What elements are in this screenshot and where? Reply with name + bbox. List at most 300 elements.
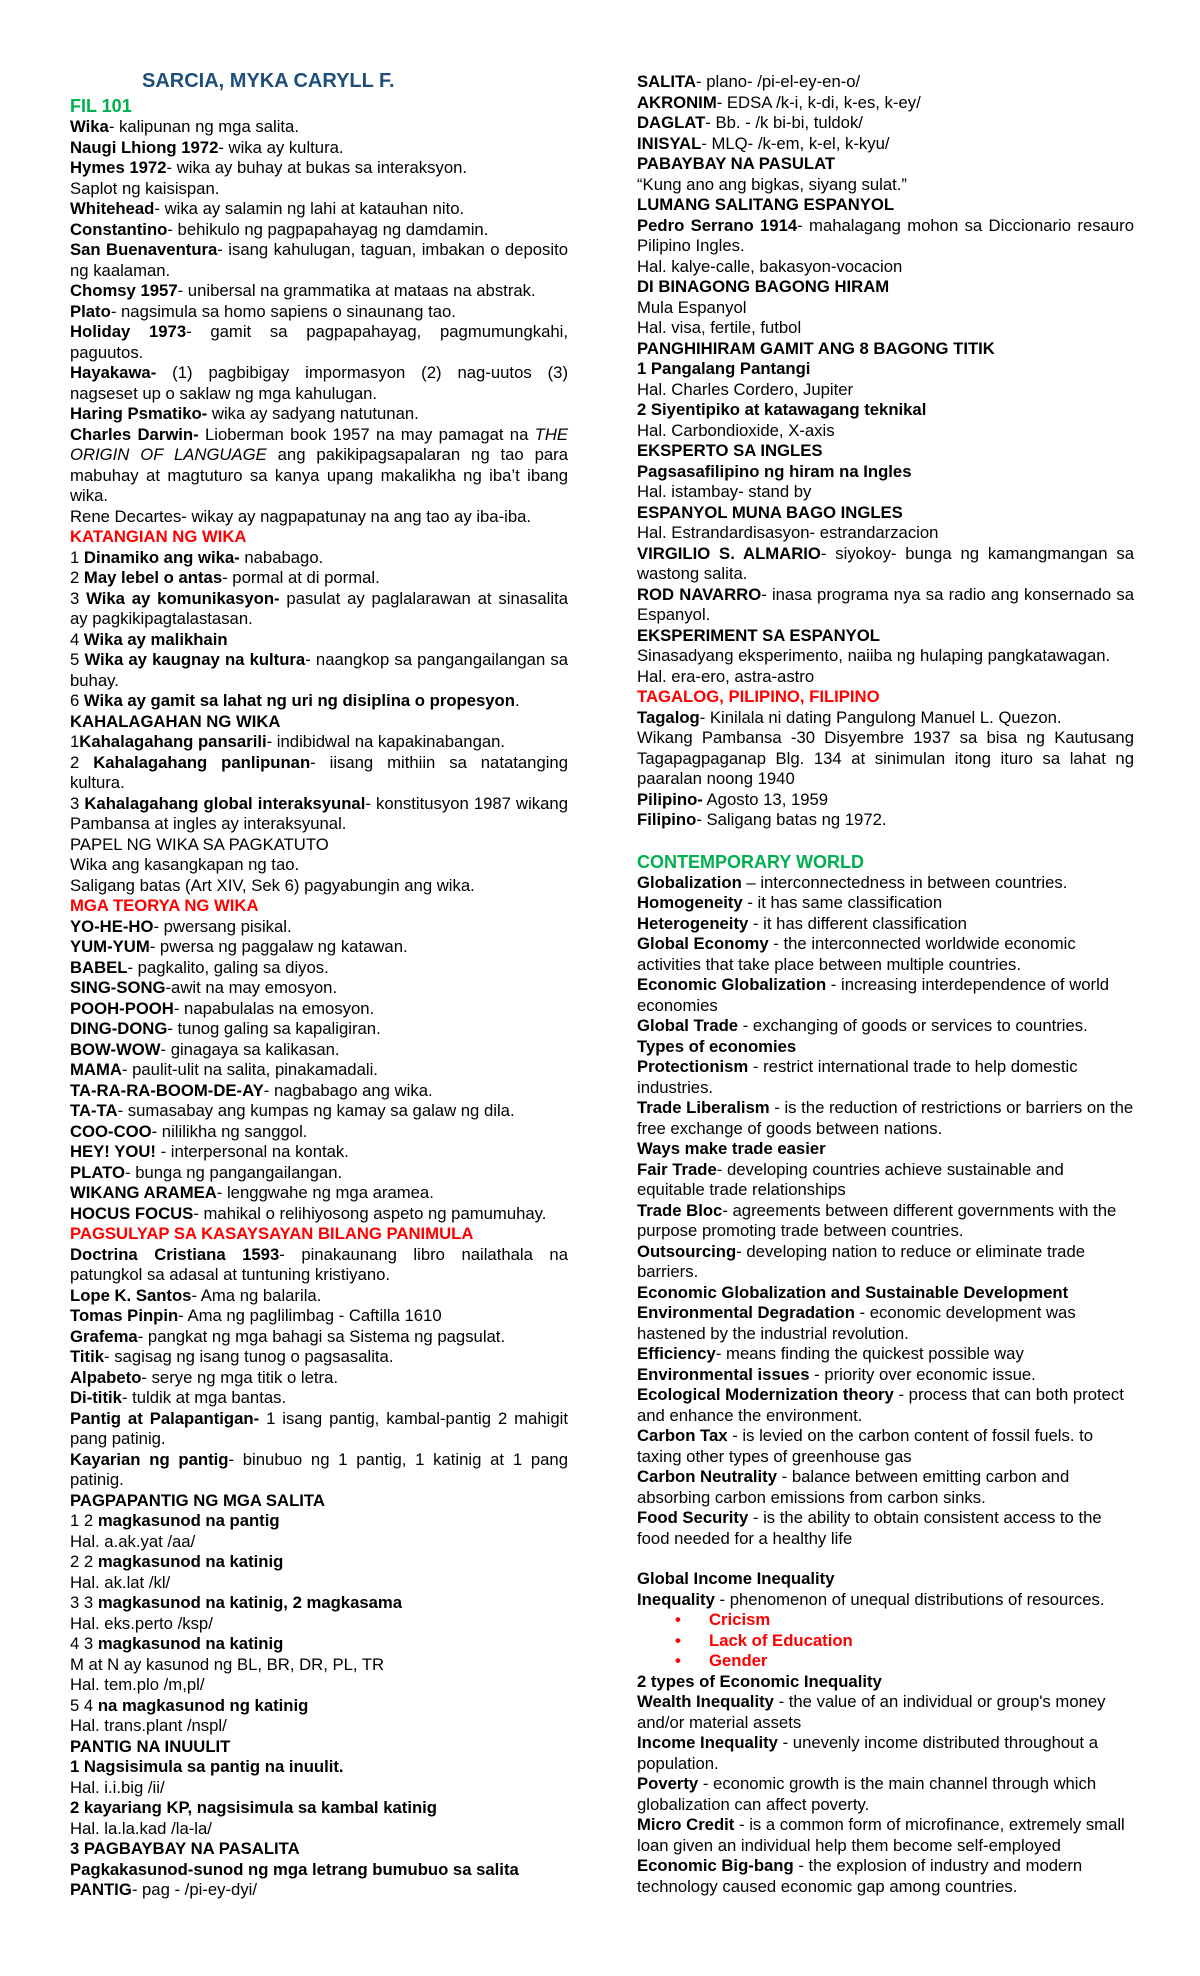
entry [637,1385,1134,1426]
pantig-rule [70,1634,568,1655]
bullet-icon: • [675,1610,681,1629]
entry-term: Micro Credit [637,1815,735,1834]
entry [70,240,568,281]
pagsulyap-heading: PAGSULYAP SA KASAYSAYAN BILANG PANIMULA [70,1224,474,1243]
pantig-rule [70,1511,568,1532]
papel-lines [70,855,568,896]
pagsulyap-list [70,1245,568,1491]
numbered-entry [70,650,568,691]
entry-desc: - kalipunan ng mga salita. [108,117,299,136]
entry-term: Economic Big-bang [637,1856,794,1875]
eksperto-sub: Pagsasafilipino ng hiram na Ingles [637,461,912,481]
entry-term: Di-titik [70,1388,122,1407]
entry [70,1327,568,1348]
entry-term: SALITA [637,72,697,91]
entry [637,1242,1134,1283]
numbered-entry [70,794,568,835]
entry-term: TA-TA [70,1101,118,1120]
rule-number: 2 2 [70,1552,98,1571]
entry-term: Wika [70,117,109,136]
contemporary-world-list [637,873,1134,1550]
entry-term: Environmental Degradation [637,1303,855,1322]
entry-term: MAMA [70,1060,122,1079]
inuulit-list [70,1757,568,1839]
papel-heading: PAPEL NG WIKA SA PAGKATUTO [70,834,329,854]
entry-desc: - plano- /pi-el-ey-en-o/ [696,72,861,91]
entry [70,1204,568,1225]
entry-term: Doctrina Cristiana 1593 [70,1244,280,1264]
spacer [637,1549,1134,1569]
entry [70,322,568,363]
entry [637,1016,1134,1037]
entry-term: Homogeneity [637,893,743,912]
entry-desc: - nagsimula sa homo sapiens o sinaunang tao. [110,301,456,321]
pagbaybay-sub: Pagkakasunod-sunod ng mga letrang bumubuo sa salita [70,1859,519,1879]
pedro-hal: Hal. kalye-calle, bakasyon-vocacion [637,256,903,276]
student-name: SARCIA, MYKA CARYLL F. [142,70,395,92]
bullet-item [637,1631,1134,1652]
entry-term: COO-COO [70,1121,152,1141]
entry-desc: - economic development was hastened by the industrial revolution. [637,1303,1076,1343]
entry-number: 3 [70,793,85,813]
pabaybay-quote: “Kung ano ang bigkas, siyang sulat.” [637,174,907,194]
entry [637,893,1134,914]
entry [70,999,568,1020]
entry-term: Grafema [70,1326,138,1346]
pangalang-pantangi: 1 Pangalang Pantangi [637,359,811,378]
pantig-entry: PANTIG- pag - /pi-ey-dyi/ [70,1880,258,1899]
entry-desc: - balance between emitting carbon and absorbing carbon emissions from carbon sinks. [637,1467,1070,1507]
entry-desc: - exchanging of goods or services to countries. [738,1016,1088,1035]
numbered-entry [70,732,568,753]
entry [70,1101,568,1122]
inequality-types-list [637,1692,1134,1897]
entry-term: Holiday 1973 [70,322,187,341]
entry-term: TA-RA-RA-BOOM-DE-AY [70,1080,264,1100]
entry-term: Wika ay gamit sa lahat ng uri ng disiplina o propesyon [83,691,515,710]
entry-desc: - tunog galing sa kapaligiran. [167,1019,381,1038]
entry-desc: - nagbabago ang wika. [263,1080,433,1100]
entry [70,1306,568,1327]
numbered-entry [70,589,568,630]
pantig-rule [70,1696,568,1717]
entry-term: Kayarian ng pantig [70,1449,229,1469]
entry-term: Titik [70,1347,105,1366]
bullet-label: Lack of Education [709,1630,853,1650]
entry-term: Alpabeto [70,1367,142,1387]
entry-term: DAGLAT [637,113,706,132]
rule-note: M at N ay kasunod ng BL, BR, DR, PL, TR [70,1654,385,1674]
entry [637,1098,1134,1139]
entry-desc: (1) pagbibigay impormasyon (2) nag-uutos (3) nagseset up o saklaw ng mga kahulugan. [70,363,568,403]
entry-term: Trade Liberalism [637,1098,770,1117]
entry [637,975,1134,1016]
text-line: Hal. visa, fertile, futbol [637,318,802,337]
numbered-entry [70,630,568,651]
entry [637,1139,1134,1160]
entry [70,958,568,979]
entry [637,1365,1134,1386]
entry-term: Global Economy [637,934,769,953]
entry [70,1040,568,1061]
entry [637,1774,1134,1815]
entry-term: Globalization [637,872,742,892]
entry-desc: - Ama ng paglilimbag - Caftilla 1610 [178,1306,442,1325]
entry [637,873,1134,894]
entry-desc: - serye ng mga titik o letra. [141,1367,339,1387]
inequality-entry: Inequality - phenomenon of unequal distributions of resources. [637,1589,1105,1609]
entry-term: Poverty [637,1774,699,1793]
global-income-inequality-heading: Global Income Inequality [637,1569,835,1588]
inuulit-rule: 2 kayariang KP, nagsisimula sa kambal katinig [70,1798,437,1817]
entry-term: HEY! YOU! [70,1142,156,1161]
entry-term: DING-DONG [70,1019,168,1038]
rule-example: Hal. ak.lat /kl/ [70,1572,171,1592]
entry-desc: - the value of an individual or group's money and/or material assets [637,1692,1106,1732]
pantig-rule [70,1593,568,1614]
darwin-entry: Charles Darwin- Lioberman book 1957 na may pamagat na THE ORIGIN OF LANGUAGE ang pakikipagsapalaran ng tao para mabuhay at magtuturo sa kanya upang makalikha ng iba’t ibang wika. [70,424,569,505]
spacer [637,831,1134,851]
entry [637,934,1134,975]
entry-term: Dinamiko ang wika- [83,547,240,567]
siyentipiko-hal: Hal. Carbondioxide, X-axis [637,420,835,440]
entry [637,1201,1134,1242]
pagbaybay-heading: 3 PAGBAYBAY NA PASALITA [70,1839,300,1858]
entry [70,158,568,179]
entry [637,1733,1134,1774]
rule-number: 5 4 [70,1695,98,1715]
entry [70,937,568,958]
entry-desc: - is the ability to obtain consistent access to the food needed for a healthy life [637,1508,1102,1548]
entry-term: INISYAL [637,133,702,153]
pilipino-entry: Pilipino- Agosto 13, 1959 [637,789,829,809]
bullet-icon: • [675,1630,681,1650]
entry [637,1283,1134,1304]
entry-desc: 1 isang pantig, kambal-pantig 2 mahigit pang patinig. [70,1408,568,1448]
entry [637,1692,1134,1733]
eksperiment-desc: Sinasadyang eksperimento, naiiba ng hulaping pangkatawagan. [637,646,1111,665]
entry-desc: - it has different classification [748,913,967,933]
entry-term: Constantino [70,219,168,239]
entry-number: 1 [70,732,80,751]
entry-term: Heterogeneity [637,913,749,933]
entry-desc: - priority over economic issue. [809,1364,1036,1384]
entry [70,1450,568,1491]
entry-desc: - gamit sa pagpapahayag, pagmumungkahi, paguutos. [70,322,568,362]
entry-desc: wika ay sadyang natutunan. [207,404,419,423]
kahalagahan-heading: KAHALAGAHAN NG WIKA [70,711,281,731]
tagalog-entry: Tagalog- Kinilala ni dating Pangulong Manuel L. Quezon. [637,707,1062,727]
entry [637,914,1134,935]
entry-desc: - process that can both protect and enhance the environment. [637,1385,1124,1425]
entry-desc: Saplot ng kaisispan. [70,178,220,198]
rule-number: 1 2 [70,1511,98,1530]
entry-desc: - binubuo ng 1 pantig, 1 katinig at 1 pang patinig. [70,1449,568,1489]
entry-term: Hymes 1972 [70,158,167,177]
entry [637,1426,1134,1467]
entry-term: Food Security [637,1508,749,1527]
entry-term: YO-HE-HO [70,916,154,936]
pantig-rule [70,1552,568,1573]
entry-term: Global Trade [637,1016,739,1035]
entry [70,978,568,999]
entry-term: Kahalagahang global interaksyunal [84,793,366,813]
rule-title: magkasunod na katinig, 2 magkasama [97,1593,403,1612]
entry-desc: - paulit-ulit na salita, pinakamadali. [121,1060,378,1079]
entry [70,1388,568,1409]
entry-term: May lebel o antas [83,568,223,587]
pagpapantig-list [70,1511,568,1737]
entry [70,363,568,404]
entry [70,1368,568,1389]
entry-desc: - means finding the quickest possible way [715,1344,1024,1363]
eksperiment-heading: EKSPERIMENT SA ESPANYOL [637,625,880,645]
entry-desc: - konstitusyon 1987 wikang Pambansa at ingles ay interaksyunal. [70,793,568,833]
entry [70,1183,568,1204]
entry [637,1815,1134,1856]
bullet-label: Gender [709,1651,768,1670]
entry-term: Economic Globalization and Sustainable Development [637,1282,1069,1302]
entry [70,1122,568,1143]
eksperiment-hal: Hal. era-ero, astra-astro [637,666,815,686]
entry-term: YUM-YUM [70,937,150,956]
entry-desc: - unibersal na grammatika at mataas na abstrak. [177,281,536,300]
entry-desc: - ginagaya sa kalikasan. [160,1039,340,1059]
entry-number: 2 [70,752,94,772]
entry-desc: - is a common form of microfinance, extremely small loan given an individual help them become self-employed [637,1815,1125,1855]
intro-entries [637,72,1134,154]
entry-term: Carbon Neutrality [637,1467,778,1486]
text-line: Wika ang kasangkapan ng tao. [70,855,300,874]
entry-term: Economic Globalization [637,975,827,994]
entry-desc: . [514,691,520,710]
entry [70,1286,568,1307]
navarro-entry: ROD NAVARRO- inasa programa nya sa radio ang konsernado sa Espanyol. [637,584,1135,624]
entry-number: 5 [70,650,85,669]
entry-term: Hayakawa- [70,363,157,382]
entry-desc: nababago. [239,547,324,567]
bullet-item [637,1651,1134,1672]
entry [637,1508,1134,1549]
entry-desc: - mahikal o relihiyosong aspeto ng pamumuhay. [193,1203,547,1223]
entry-term: Carbon Tax [637,1426,728,1445]
entry [70,220,568,241]
entry-term: Plato [70,301,111,321]
entry [637,134,1134,155]
entry [70,1347,568,1368]
bullet-item [637,1610,1134,1631]
entry-desc: - Bb. - /k bi-bi, tuldok/ [705,113,863,132]
entry-desc: - pwersang pisikal. [153,916,292,936]
entry [70,199,568,220]
subject-title: FIL 101 [70,96,132,116]
entry-term: Ecological Modernization theory [637,1385,894,1404]
entry [70,1245,568,1286]
entry-number: 1 [70,547,84,567]
entry-term: Wika ay malikhain [83,629,228,649]
rule-title: magkasunod na katinig [97,1634,284,1653]
entry [70,281,568,302]
di-binagong-heading: DI BINAGONG BAGONG HIRAM [637,277,890,296]
entry-term: POOH-POOH [70,998,174,1018]
entry-desc: - Ama ng balarila. [191,1285,322,1305]
entry-desc: - pormal at di pormal. [222,568,380,587]
espanyol-hal: Hal. Estrandardisasyon- estrandarzacion [637,523,939,542]
rule-title: magkasunod na katinig [97,1552,284,1571]
entry-term: Tomas Pinpin [70,1306,179,1325]
entry-term: BOW-WOW [70,1039,161,1059]
entry-term: Kahalagahang panlipunan [93,752,311,772]
panghihiram-heading: PANGHIHIRAM GAMIT ANG 8 BAGONG TITIK [637,338,995,358]
entry-term: San Buenaventura [70,240,218,259]
inequality-types-heading: 2 types of Economic Inequality [637,1671,882,1691]
numbered-entry [70,548,568,569]
teorya-heading: MGA TEORYA NG WIKA [70,896,259,915]
entry-desc: - agreements between different governments with the purpose promoting trade between countries. [637,1200,1117,1240]
entry [637,1057,1134,1098]
entry-term: BABEL [70,957,128,977]
numbered-entry [70,568,568,589]
entry-term: PLATO [70,1162,126,1182]
entry-desc: - it has same classification [742,893,943,912]
decartes-entry: Rene Decartes- wikay ay nagpapatunay na ang tao ay iba-iba. [70,506,532,526]
pangalang-pantangi-hal: Hal. Charles Cordero, Jupiter [637,379,854,399]
entry-desc: - iisang mithiin sa natatanging kultura. [70,752,568,792]
entry-desc: - pwersa ng paggalaw ng katawan. [149,937,408,956]
entry [70,138,568,159]
almario-entry: VIRGILIO S. ALMARIO- siyokoy- bunga ng kamangmangan sa wastong salita. [637,543,1134,583]
wikang-pambansa: Wikang Pambansa -30 Disyembre 1937 sa bisa ng Kautusang Tagapagpaganap Blg. 134 at sinimulan itong ituro sa lahat ng paaralan noong 1940 [637,728,1134,788]
entry-desc: - the interconnected worldwide economic activities that take place between multiple countries. [637,934,1076,974]
entry-desc: - restrict international trade to help domestic industries. [637,1057,1078,1097]
entry-desc: - pangkat ng mga bahagi sa Sistema ng pagsulat. [137,1326,506,1346]
entry [637,113,1134,134]
entry-number: 2 [70,568,84,587]
text-line: Mula Espanyol [637,297,747,317]
rule-example: Hal. eks.perto /ksp/ [70,1613,213,1633]
entry-desc: - sumasabay ang kumpas ng kamay sa galaw ng dila. [117,1101,515,1120]
entry [70,917,568,938]
entry-desc: - EDSA /k-i, k-di, k-es, k-ey/ [716,92,921,112]
rule-title: na magkasunod ng katinig [97,1695,309,1715]
bullet-icon: • [675,1651,681,1670]
entry-term: Ways make trade easier [637,1139,826,1158]
inuulit-heading: PANTIG NA INUULIT [70,1736,231,1756]
numbered-entry [70,753,568,794]
entry [637,1160,1134,1201]
entry-desc: - wika ay kultura. [218,137,344,157]
entry-term: Protectionism [637,1057,749,1076]
entry [70,302,568,323]
entry-desc: - tuldik at mga bantas. [121,1388,287,1407]
entry-term: Pantig at Palapantigan- [70,1408,260,1428]
eksperto-hal: Hal. istambay- stand by [637,482,812,501]
entry [70,1060,568,1081]
entry [70,1142,568,1163]
entry-term: HOCUS FOCUS [70,1203,194,1223]
katangian-list [70,548,568,712]
entry-term: Wika ay komunikasyon- [86,588,280,608]
entry-term: Types of economies [637,1036,797,1056]
entry-desc: - is levied on the carbon content of fossil fuels. to taxing other types of greenhouse gas [637,1426,1094,1466]
entry [70,117,568,138]
entry-term: AKRONIM [637,92,717,112]
entry-desc: - sagisag ng isang tunog o pagsasalita. [104,1347,394,1366]
entry [70,1019,568,1040]
lumang-heading: LUMANG SALITANG ESPANYOL [637,195,895,214]
entry-term: Kahalagahang pansarili [79,732,267,751]
entry-desc: - wika ay salamin ng lahi at katauhan nito. [154,199,465,218]
right-column [637,72,1134,1897]
entry-term: Lope K. Santos [70,1285,192,1305]
numbered-entry [70,691,568,712]
inuulit-example: Hal. la.la.kad /la-la/ [70,1818,212,1838]
entry-desc: - pinakaunang libro nailathala na patungkol sa adasal at tuntuning kristiyano. [70,1244,568,1284]
entry-desc: - bunga ng pangangailangan. [125,1162,343,1182]
entry [70,1081,568,1102]
entry-desc: - pagkalito, galing sa diyos. [127,957,329,977]
entry-term: Income Inequality [637,1733,778,1752]
inequality-bullets [637,1610,1134,1672]
inuulit-rule: 1 Nagsisimula sa pantig na inuulit. [70,1757,344,1776]
contemporary-world-heading: CONTEMPORARY WORLD [637,851,864,872]
rule-example: Hal. trans.plant /nspl/ [70,1716,227,1735]
entry [70,1409,568,1450]
entry-term: SING-SONG [70,978,166,997]
entry-desc: - lenggwahe ng mga aramea. [216,1183,434,1202]
entry-term: Environmental issues [637,1364,810,1384]
pedro-entry: Pedro Serrano 1914- mahalagang mohon sa Diccionario resauro Pilipino Ingles. [637,215,1134,255]
entry-term: Efficiency [637,1344,716,1363]
eksperto-heading: EKSPERTO SA INGLES [637,441,823,460]
entry-desc: - developing countries achieve sustainable and equitable trade relationships [637,1159,1064,1199]
entry-desc: - economic growth is the main channel through which globalization can affect poverty. [637,1774,1097,1814]
rule-example: Hal. a.ak.yat /aa/ [70,1531,196,1551]
wika-definitions [70,117,568,425]
entry-desc: - is the reduction of restrictions or barriers on the free exchange of goods between nations. [637,1098,1134,1138]
entry [637,93,1134,114]
katangian-heading: KATANGIAN NG WIKA [70,527,247,546]
rule-title: magkasunod na pantig [97,1511,280,1530]
entry [70,404,568,425]
di-binagong-lines [637,298,1134,339]
entry-desc: - interpersonal na kontak. [155,1142,349,1161]
rule-number: 3 3 [70,1593,98,1612]
entry-desc: - isang kahulugan, taguan, imbakan o deposito ng kaalaman. [70,240,568,280]
kahalagahan-list [70,732,568,835]
entry-desc: pasulat ay paglalarawan at sinasalita ay pagkikipagtalastasan. [70,588,568,628]
entry-term: Outsourcing [637,1241,737,1261]
entry-number: 6 [70,691,84,710]
entry [637,1303,1134,1344]
entry-desc: - behikulo ng pagpapahayag ng damdamin. [167,219,489,239]
teorya-list [70,917,568,1225]
bullet-label: Cricism [709,1610,771,1629]
entry-desc: - napabulalas na emosyon. [173,998,375,1018]
tagalog-heading: TAGALOG, PILIPINO, FILIPINO [637,687,880,706]
entry-desc: - MLQ- /k-em, k-el, k-kyu/ [701,133,890,153]
entry-desc: – interconnectedness in between countries. [741,872,1068,892]
entry-desc: - increasing interdependence of world economies [637,975,1110,1015]
entry-term: Wika ay kaugnay na kultura [84,650,306,669]
inuulit-example: Hal. i.i.big /ii/ [70,1777,165,1797]
entry-desc: - unevenly income distributed throughout a population. [637,1733,1098,1773]
entry-desc: - developing nation to reduce or eliminate trade barriers. [637,1241,1086,1281]
entry [637,72,1134,93]
left-column [70,69,568,1901]
entry-desc: - wika ay buhay at bukas sa interaksyon. [166,158,468,177]
entry-number: 4 [70,629,84,649]
